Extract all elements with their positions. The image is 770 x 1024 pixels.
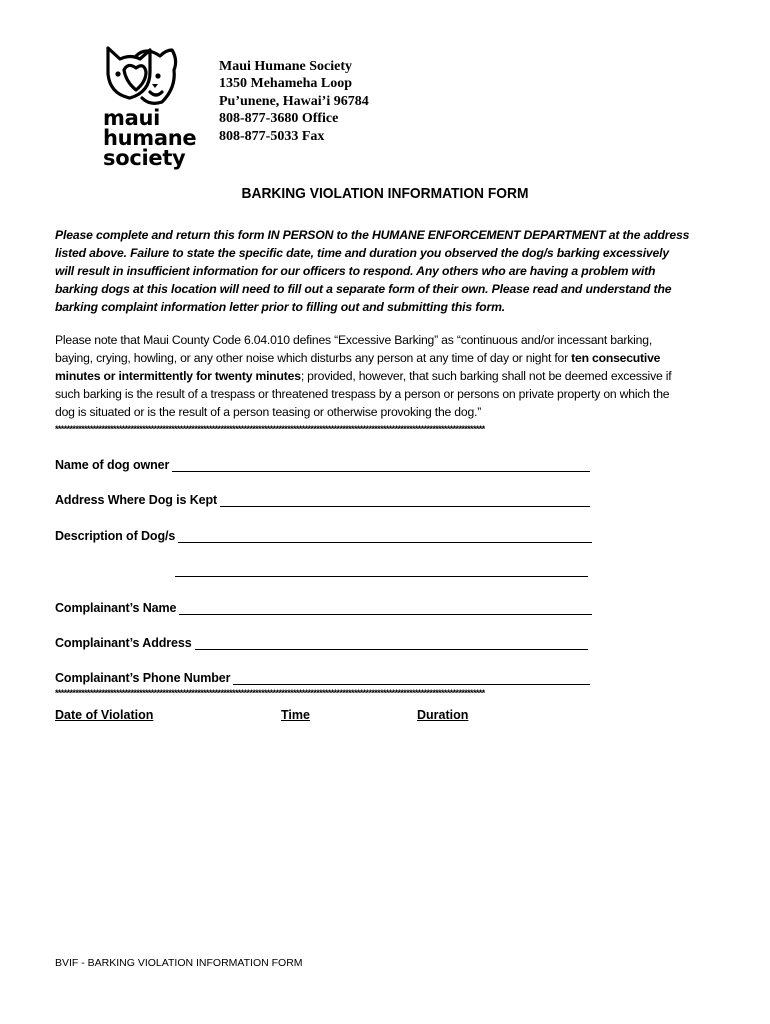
date-of-violation-heading: Date of Violation: [55, 708, 154, 722]
description-label: Description of Dog/s: [55, 529, 176, 543]
logo-text-society: society: [103, 146, 186, 170]
instructions-line: barking dogs at this location will need to fill out a separate form of their own. Please read and understand the: [55, 282, 672, 296]
complainant-name-field[interactable]: [55, 601, 592, 615]
code-note-line: [55, 367, 717, 385]
complainant-phone-label: Complainant’s Phone Number: [55, 671, 231, 685]
instructions-line: listed above. Failure to state the specific date, time and duration you observed the dog/s barking excessively: [55, 246, 670, 260]
form-title: BARKING VIOLATION INFORMATION FORM: [241, 185, 529, 202]
logo-text-humane: humane: [103, 126, 197, 150]
complainant-address-field[interactable]: [55, 636, 588, 650]
instructions-paragraph: [55, 226, 717, 316]
separator-stars: ****************************************************************************************************************************************************: [55, 688, 485, 698]
description-continuation-line[interactable]: [175, 576, 588, 577]
dog-owner-field[interactable]: [55, 458, 590, 472]
instructions-line: will result in insufficient information for our officers to respond. Any others who are having a problem with: [55, 264, 656, 278]
maui-humane-society-logo: [100, 42, 210, 182]
page-footer: BVIF - BARKING VIOLATION INFORMATION FORM: [55, 957, 303, 969]
instructions-line: Please complete and return this form IN PERSON to the HUMANE ENFORCEMENT DEPARTMENT at the address: [55, 228, 690, 242]
separator-stars: ****************************************************************************************************************************************************: [55, 424, 485, 434]
complainant-phone-field[interactable]: [55, 671, 590, 685]
code-note-line: Please note that Maui County Code 6.04.010 defines “Excessive Barking” as “continuous and/or incessant barking,: [55, 333, 653, 347]
dog-owner-input-line[interactable]: [172, 459, 590, 472]
logo-text-maui: maui: [103, 106, 161, 130]
address-kept-field[interactable]: [55, 493, 590, 507]
complainant-phone-input-line[interactable]: [233, 672, 590, 685]
code-note-emphasis: minutes or intermittently for twenty minutes: [55, 369, 301, 383]
code-note-line: [55, 349, 717, 367]
city-address: Pu’unene, Hawai’i 96784: [219, 93, 369, 109]
time-heading: Time: [281, 708, 310, 722]
office-phone: 808-877-3680 Office: [219, 111, 339, 127]
complainant-name-input-line[interactable]: [179, 602, 592, 615]
logo-wordmark: [103, 108, 196, 168]
code-note-line: dog is situated or is the result of a person teasing or otherwise provoking the dog.”: [55, 405, 482, 419]
code-note-emphasis: ten consecutive: [571, 351, 661, 365]
complainant-address-input-line[interactable]: [195, 637, 588, 650]
street-address: 1350 Mehameha Loop: [219, 76, 352, 92]
address-kept-label: Address Where Dog is Kept: [55, 493, 218, 507]
address-kept-input-line[interactable]: [220, 494, 590, 507]
complainant-address-label: Complainant’s Address: [55, 636, 192, 650]
org-name: Maui Humane Society: [219, 59, 352, 74]
duration-heading: Duration: [417, 708, 469, 722]
address-block: [219, 58, 369, 145]
code-note-line: such barking is the result of a trespass or threatened trespass by a person or persons on private property on which the: [55, 387, 670, 401]
code-note-text: baying, crying, howling, or any other noise which disturbs any person at any time of day or night for: [55, 351, 572, 365]
code-note-text: ; provided, however, that such barking shall not be deemed excessive if: [300, 369, 672, 383]
complainant-name-label: Complainant’s Name: [55, 601, 177, 615]
county-code-note: [55, 331, 717, 421]
cat-dog-heart-icon: [100, 42, 210, 112]
description-field[interactable]: [55, 529, 592, 543]
instructions-line: barking complaint information letter prior to filling out and submitting this form.: [55, 300, 505, 314]
description-input-line[interactable]: [178, 530, 592, 543]
dog-owner-label: Name of dog owner: [55, 458, 170, 472]
fax-number: 808-877-5033 Fax: [219, 128, 325, 144]
